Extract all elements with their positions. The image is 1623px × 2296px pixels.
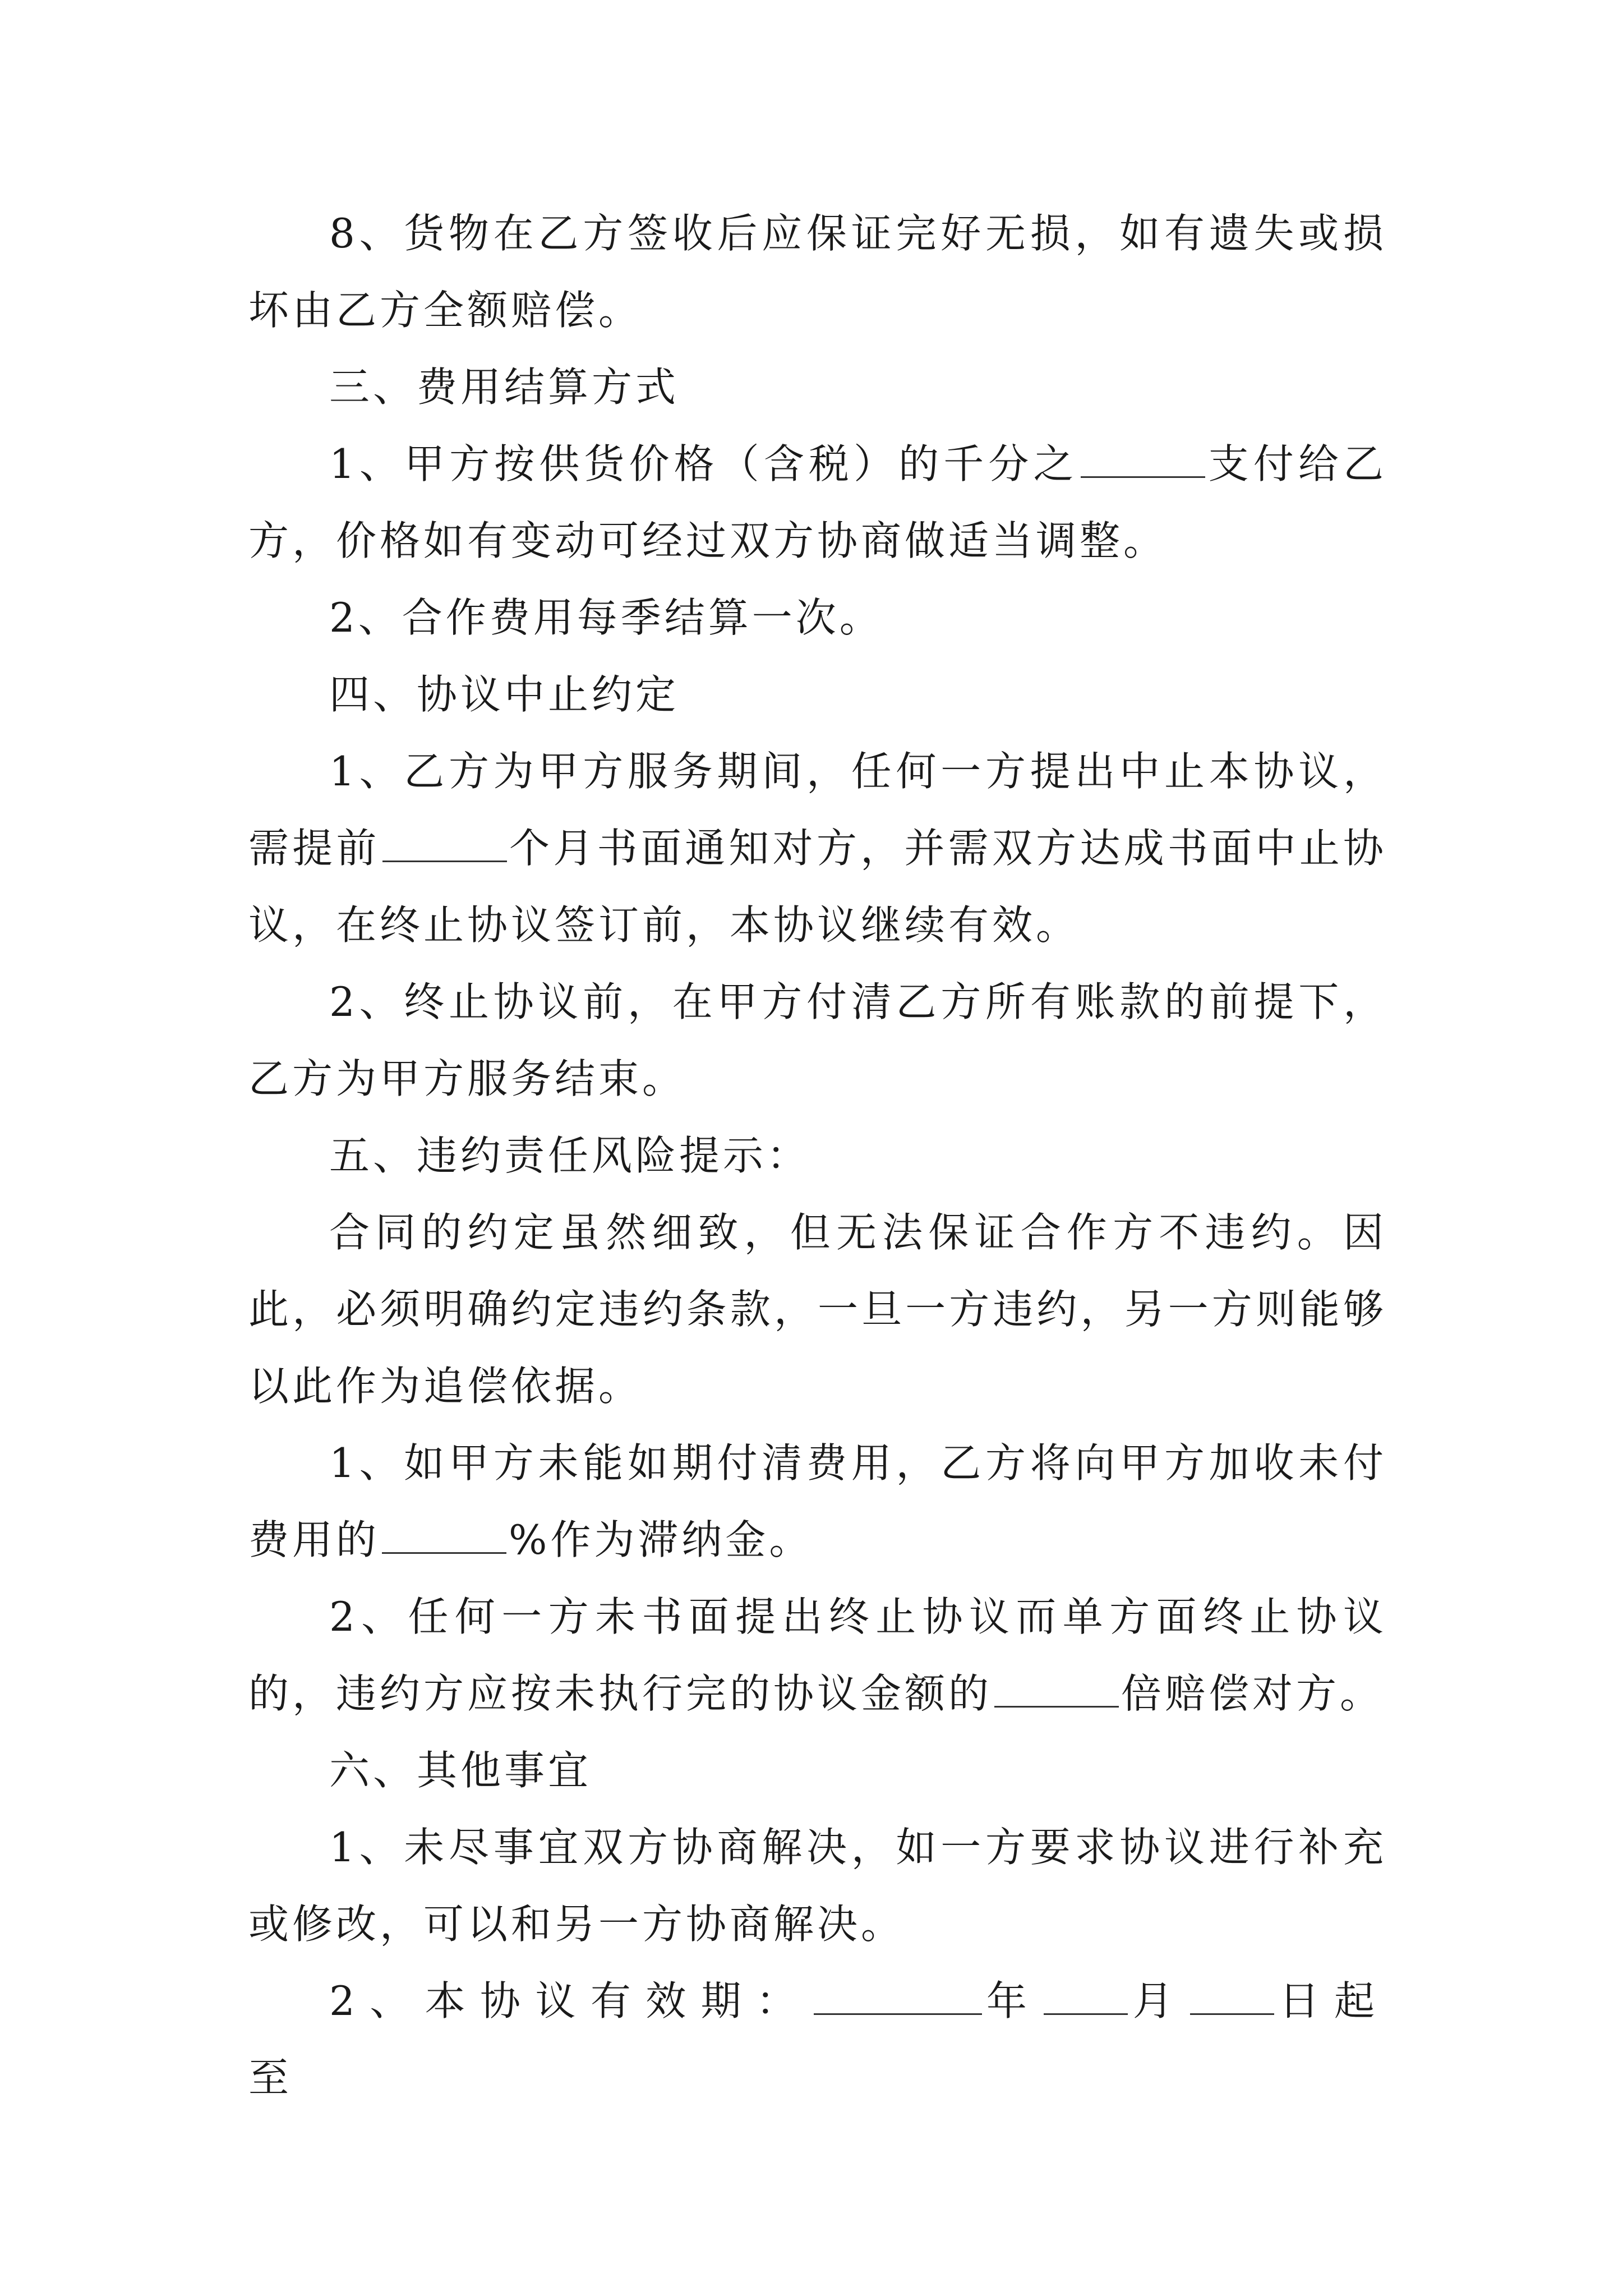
fill-blank-notice-months[interactable] bbox=[382, 812, 507, 862]
fill-blank-late-fee-percent[interactable] bbox=[382, 1504, 506, 1554]
document-body bbox=[248, 195, 1387, 2116]
fill-blank-start-day[interactable] bbox=[1190, 1965, 1274, 2015]
clause-4-2-text: 2、终止协议前，在甲方付清乙方所有账款的前提下，乙方为甲方服务结束。 bbox=[248, 978, 1387, 1102]
clause-5-2 bbox=[248, 1579, 1387, 1732]
section-heading-4-text: 四、协议中止约定 bbox=[329, 671, 680, 718]
fill-blank-start-year[interactable] bbox=[814, 1965, 982, 2015]
clause-5-intro bbox=[248, 1194, 1387, 1425]
section-heading-3 bbox=[248, 349, 1387, 426]
fill-blank-per-mille[interactable] bbox=[1081, 428, 1205, 478]
section-heading-5-text: 五、违约责任风险提示： bbox=[329, 1132, 811, 1179]
clause-4-1-text-after: 个月书面通知对方，并需双方达成书面中止协议，在终止协议签订前，本协议继续有效。 bbox=[248, 825, 1387, 949]
year-label: 年 bbox=[984, 1977, 1042, 2024]
fill-blank-compensation-multiple[interactable] bbox=[994, 1658, 1119, 1708]
clause-3-1 bbox=[248, 426, 1387, 579]
section-heading-6 bbox=[248, 1732, 1387, 1809]
clause-3-2-text: 2、合作费用每季结算一次。 bbox=[329, 594, 883, 641]
clause-6-2 bbox=[248, 1963, 1387, 2116]
clause-3-2 bbox=[248, 579, 1387, 656]
clause-5-1 bbox=[248, 1425, 1387, 1579]
clause-6-1-text: 1、未尽事宜双方协商解决，如一方要求协议进行补充或修改，可以和另一方协商解决。 bbox=[248, 1824, 1387, 1948]
clause-8 bbox=[248, 195, 1387, 349]
section-heading-5 bbox=[248, 1117, 1387, 1194]
clause-3-1-text-after: 支付给乙方，价格如有变动可经过双方协商做适当调整。 bbox=[248, 440, 1387, 564]
day-label: 日起至 bbox=[248, 1977, 1387, 2101]
clause-8-text: 8、货物在乙方签收后应保证完好无损，如有遗失或损坏由乙方全额赔偿。 bbox=[248, 210, 1387, 334]
clause-6-1 bbox=[248, 1809, 1387, 1963]
clause-5-2-text-after: 倍赔偿对方。 bbox=[1121, 1670, 1384, 1717]
clause-5-1-text-before: 1、如甲方未能如期付清费用，乙方将向甲方加收未付费用的 bbox=[248, 1439, 1387, 1563]
section-heading-3-text: 三、费用结算方式 bbox=[329, 364, 680, 411]
clause-3-1-text-before: 1、甲方按供货价格（含税）的千分之 bbox=[329, 440, 1078, 487]
month-label: 月 bbox=[1130, 1977, 1188, 2024]
section-heading-4 bbox=[248, 656, 1387, 733]
clause-4-2 bbox=[248, 964, 1387, 1117]
clause-5-2-text-before: 2、任何一方未书面提出终止协议而单方面终止协议的，违约方应按未执行完的协议金额的 bbox=[248, 1593, 1387, 1717]
fill-blank-start-month[interactable] bbox=[1044, 1965, 1128, 2015]
clause-4-1-text-before: 1、乙方为甲方服务期间，任何一方提出中止本协议，需提前 bbox=[248, 748, 1387, 872]
clause-6-2-text: 2、本协议有效期： bbox=[329, 1977, 811, 2024]
section-heading-6-text: 六、其他事宜 bbox=[329, 1747, 592, 1794]
clause-5-intro-text: 合同的约定虽然细致，但无法保证合作方不违约。因此，必须明确约定违约条款，一旦一方违约，另一方则能够以此作为追偿依据。 bbox=[248, 1209, 1387, 1410]
clause-5-1-text-after: %作为滞纳金。 bbox=[509, 1516, 813, 1563]
clause-4-1 bbox=[248, 733, 1387, 964]
